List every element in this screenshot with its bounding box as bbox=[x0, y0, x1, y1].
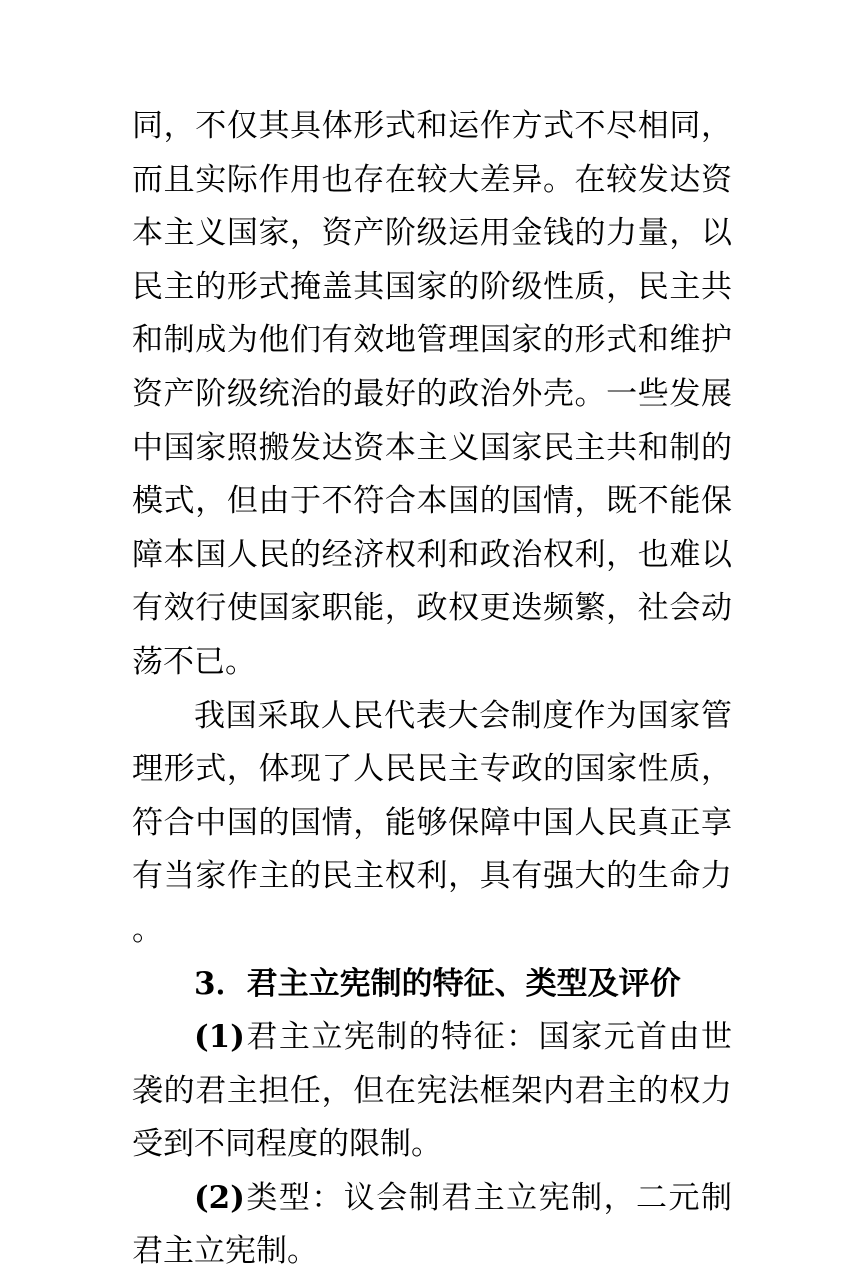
item-number-2: (2) bbox=[194, 1179, 245, 1216]
item-number-1: (1) bbox=[194, 1019, 245, 1056]
item-characteristics-text: 君主立宪制的特征：国家元首由世袭的君主担任，但在宪法框架内君主的权力受到不同程度的限制。 bbox=[132, 1019, 732, 1163]
item-types bbox=[132, 1172, 732, 1279]
document-page bbox=[132, 100, 732, 1279]
section-heading-constitutional-monarchy: 3．君主立宪制的特征、类型及评价 bbox=[194, 965, 681, 1002]
paragraph-democratic-republic: 同，不仅其具体形式和运作方式不尽相同，而且实际作用也存在较大差异。在较发达资本主义国家，资产阶级运用金钱的力量，以民主的形式掩盖其国家的阶级性质，民主共和制成为他们有效地管理国家的形式和维护资产阶级统治的最好的政治外壳。一些发展中国家照搬发达资本主义国家民主共和制的模式，但由于不符合本国的国情，既不能保障本国人民的经济权利和政治权利，也难以有效行使国家职能，政权更迭频繁，社会动荡不已。 bbox=[132, 108, 732, 680]
item-characteristics bbox=[132, 1011, 732, 1172]
item-types-text: 类型：议会制君主立宪制，二元制君主立宪制。 bbox=[132, 1179, 732, 1270]
paragraph-peoples-congress: 我国采取人民代表大会制度作为国家管理形式，体现了人民民主专政的国家性质，符合中国的国情，能够保障中国人民真正享有当家作主的民主权利，具有强大的生命力。 bbox=[132, 697, 732, 948]
